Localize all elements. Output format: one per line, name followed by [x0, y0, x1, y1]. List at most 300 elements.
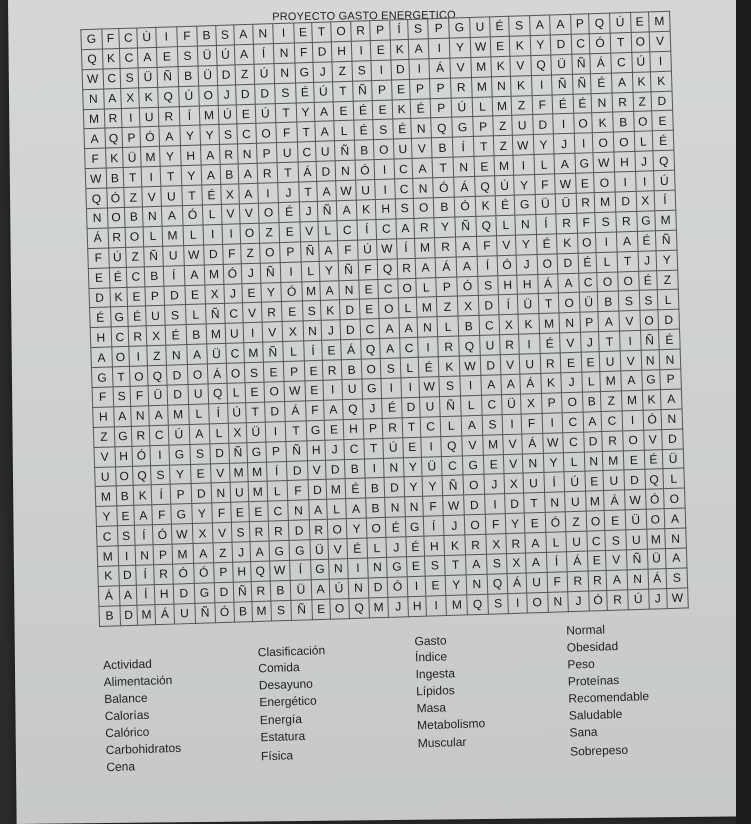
word-list-item: Saludable — [568, 706, 623, 723]
grid-cell: A — [412, 158, 433, 179]
grid-cell: I — [222, 224, 241, 244]
grid-cell: B — [366, 498, 385, 518]
grid-cell: J — [313, 62, 332, 82]
grid-cell: X — [499, 315, 518, 335]
grid-cell: O — [240, 223, 259, 243]
grid-cell: N — [544, 492, 565, 513]
worksheet-paper — [8, 0, 745, 824]
grid-cell: J — [568, 591, 589, 612]
grid-cell: U — [566, 531, 587, 552]
grid-cell: B — [344, 459, 365, 480]
grid-cell: H — [232, 562, 251, 582]
grid-cell: C — [587, 531, 606, 551]
grid-cell: U — [419, 397, 440, 418]
grid-cell: Ó — [132, 445, 151, 465]
grid-cell: S — [164, 305, 185, 326]
grid-cell: C — [150, 425, 169, 445]
grid-cell: B — [355, 140, 374, 160]
grid-cell: E — [242, 283, 261, 303]
grid-cell: O — [613, 132, 634, 153]
grid-cell: Q — [644, 469, 663, 489]
grid-cell: Á — [285, 401, 306, 422]
grid-cell: B — [365, 478, 384, 498]
grid-cell: E — [630, 12, 649, 32]
grid-cell: I — [553, 114, 574, 135]
grid-cell: I — [371, 60, 392, 81]
grid-cell: Á — [590, 53, 611, 74]
grid-cell: I — [622, 410, 643, 431]
grid-cell: C — [479, 315, 500, 336]
grid-cell: Q — [158, 86, 179, 107]
grid-cell: N — [559, 313, 580, 334]
grid-cell: Ñ — [626, 549, 647, 570]
grid-cell: P — [580, 312, 599, 332]
grid-cell: P — [122, 127, 141, 147]
grid-cell: E — [249, 501, 268, 521]
grid-cell: Í — [290, 560, 311, 581]
grid-cell: O — [631, 32, 650, 52]
grid-cell: N — [522, 453, 543, 474]
grid-cell: I — [650, 51, 672, 72]
grid-cell: O — [574, 113, 593, 133]
grid-cell: Ú — [628, 589, 649, 610]
grid-cell: Í — [397, 238, 415, 258]
word-list-item: Lípidos — [415, 683, 455, 699]
grid-cell: S — [618, 291, 639, 312]
grid-cell: É — [406, 536, 424, 556]
grid-cell: M — [248, 462, 267, 482]
grid-cell: Ñ — [233, 582, 252, 602]
grid-cell: A — [664, 508, 686, 529]
grid-cell: I — [374, 159, 395, 180]
grid-cell: P — [660, 369, 682, 390]
grid-cell: A — [456, 236, 477, 257]
grid-cell: C — [224, 303, 243, 323]
grid-cell: I — [614, 172, 635, 193]
grid-cell: D — [164, 285, 185, 306]
grid-cell: S — [595, 212, 616, 233]
grid-cell: É — [295, 82, 314, 102]
grid-cell: Y — [543, 452, 564, 473]
grid-cell: É — [354, 120, 373, 140]
grid-cell: Í — [535, 214, 556, 235]
grid-cell: J — [325, 439, 344, 459]
word-list-item: Proteínas — [567, 672, 620, 689]
grid-cell: N — [368, 557, 387, 577]
grid-cell: Ñ — [440, 396, 461, 417]
grid-cell: J — [444, 515, 465, 536]
grid-cell: E — [230, 502, 249, 522]
grid-cell: F — [485, 514, 506, 535]
grid-cell: O — [562, 392, 583, 413]
grid-cell: E — [407, 556, 425, 576]
grid-cell: K — [650, 71, 672, 92]
grid-cell: Ñ — [229, 442, 248, 462]
grid-cell: A — [159, 126, 180, 147]
grid-cell: R — [323, 360, 342, 380]
grid-cell: D — [166, 365, 187, 386]
grid-cell: G — [452, 117, 473, 138]
grid-cell: R — [104, 108, 122, 128]
grid-cell: X — [504, 474, 523, 494]
grid-cell: Y — [446, 575, 467, 596]
grid-cell: S — [639, 290, 658, 310]
grid-cell: L — [596, 252, 617, 273]
grid-cell: G — [295, 62, 314, 82]
grid-cell: W — [443, 495, 464, 516]
grid-cell: W — [284, 381, 305, 402]
grid-cell: R — [465, 534, 486, 555]
grid-cell: G — [575, 153, 594, 173]
grid-cell: Q — [589, 13, 610, 34]
grid-cell: L — [188, 404, 209, 425]
grid-cell: U — [599, 351, 620, 372]
grid-cell: É — [202, 185, 221, 205]
background-edge — [736, 0, 751, 824]
grid-cell: I — [347, 558, 368, 579]
grid-cell: Ü — [198, 45, 217, 65]
grid-cell: A — [320, 280, 339, 300]
grid-cell: G — [194, 583, 215, 604]
grid-cell: Ú — [451, 97, 472, 118]
grid-cell: N — [584, 451, 603, 471]
grid-cell: I — [409, 59, 430, 80]
grid-cell: X — [205, 284, 224, 304]
grid-cell: X — [192, 523, 213, 544]
grid-cell: V — [620, 350, 641, 371]
grid-cell: S — [120, 68, 139, 88]
grid-cell: Ü — [148, 385, 167, 405]
word-list-item: Recomendable — [568, 689, 650, 706]
grid-cell: E — [312, 599, 331, 620]
grid-cell: P — [170, 484, 191, 505]
grid-cell: Í — [253, 44, 274, 65]
grid-cell: Á — [298, 162, 317, 182]
grid-cell: L — [227, 383, 246, 403]
grid-cell: Ü — [290, 580, 311, 601]
grid-cell: V — [94, 447, 115, 468]
grid-cell: A — [345, 498, 366, 519]
grid-cell: Ü — [198, 65, 217, 85]
grid-cell: C — [225, 343, 244, 363]
grid-cell: M — [206, 324, 225, 344]
grid-cell: Q — [487, 574, 508, 595]
grid-cell: J — [638, 250, 657, 270]
grid-cell: Q — [133, 465, 152, 485]
grid-cell: S — [177, 46, 198, 67]
grid-cell: Y — [530, 35, 551, 56]
grid-cell: E — [294, 22, 313, 42]
grid-cell: L — [533, 154, 554, 175]
grid-cell: C — [376, 219, 397, 240]
grid-cell: A — [616, 231, 637, 252]
grid-cell: S — [478, 275, 499, 296]
grid-cell: Á — [87, 228, 108, 249]
grid-cell: D — [339, 300, 360, 321]
grid-cell: A — [621, 370, 642, 391]
grid-cell: P — [409, 78, 430, 99]
grid-cell: P — [265, 441, 286, 462]
grid-cell: V — [619, 311, 640, 332]
grid-cell: R — [567, 571, 588, 592]
grid-cell: Y — [346, 518, 367, 539]
grid-cell: Ü — [662, 449, 684, 470]
grid-cell: C — [378, 278, 399, 299]
grid-cell: J — [232, 542, 251, 562]
grid-cell: Ó — [140, 127, 159, 147]
grid-cell: Z — [147, 345, 166, 365]
grid-cell: A — [319, 241, 338, 261]
grid-cell: O — [646, 509, 665, 529]
grid-cell: Ó — [355, 160, 374, 180]
grid-cell: T — [123, 167, 142, 187]
grid-cell: O — [586, 511, 605, 531]
grid-cell: Ú — [227, 403, 246, 423]
word-list-item: Calorías — [104, 707, 150, 724]
grid-cell: V — [243, 303, 262, 323]
grid-cell: É — [418, 357, 439, 378]
grid-cell: Q — [361, 339, 380, 359]
grid-cell: T — [312, 22, 331, 42]
grid-cell: K — [102, 48, 120, 68]
grid-cell: F — [176, 26, 197, 47]
grid-cell: Ñ — [338, 260, 359, 281]
grid-cell: D — [89, 288, 110, 309]
grid-cell: B — [124, 207, 143, 227]
grid-cell: Ñ — [262, 342, 283, 363]
grid-cell: O — [623, 430, 644, 451]
grid-cell: N — [303, 321, 322, 341]
grid-cell: T — [285, 421, 306, 442]
grid-cell: Ó — [215, 602, 234, 623]
grid-cell: A — [583, 411, 602, 431]
grid-cell: D — [316, 161, 335, 181]
grid-cell: N — [627, 569, 648, 590]
grid-cell: Q — [459, 336, 480, 357]
grid-cell: Í — [152, 485, 171, 505]
grid-cell: K — [133, 485, 152, 505]
grid-cell: C — [237, 124, 256, 144]
grid-cell: Ü — [123, 147, 142, 167]
grid-cell: Ñ — [318, 201, 337, 221]
grid-cell: É — [109, 267, 127, 287]
word-list-item: Masa — [416, 700, 447, 716]
grid-cell: D — [210, 443, 229, 463]
grid-cell: Ó — [643, 410, 662, 430]
grid-cell: J — [386, 537, 407, 558]
grid-cell: É — [578, 252, 597, 272]
grid-cell: O — [577, 232, 596, 252]
grid-cell: É — [354, 100, 373, 120]
grid-cell: D — [584, 431, 603, 451]
grid-cell: A — [461, 415, 482, 436]
grid-cell: J — [388, 597, 409, 618]
grid-cell: A — [311, 579, 330, 599]
grid-cell: H — [408, 596, 426, 617]
grid-cell: S — [488, 593, 509, 614]
grid-cell: Z — [126, 247, 145, 267]
grid-cell: A — [660, 389, 682, 410]
grid-cell: B — [613, 112, 634, 133]
grid-cell: V — [328, 539, 347, 559]
grid-cell: F — [422, 496, 443, 517]
grid-cell: H — [115, 446, 133, 466]
grid-cell: E — [372, 100, 393, 121]
grid-cell: Ú — [108, 247, 126, 267]
grid-cell: R — [398, 258, 416, 278]
grid-cell: E — [322, 340, 341, 360]
word-list-item: Carbohidratos — [105, 740, 182, 758]
grid-cell: V — [307, 460, 326, 480]
grid-cell: A — [234, 24, 253, 44]
grid-cell: Ó — [223, 263, 242, 283]
grid-cell: I — [531, 75, 552, 96]
grid-cell: C — [601, 411, 622, 432]
grid-cell: D — [120, 605, 138, 626]
grid-cell: Q — [530, 55, 551, 76]
grid-cell: R — [602, 431, 623, 452]
grid-cell: L — [318, 221, 337, 241]
grid-cell: U — [469, 17, 490, 38]
grid-cell: Ü — [551, 54, 572, 75]
grid-cell: R — [251, 581, 270, 601]
word-list-item: Física — [260, 748, 294, 764]
grid-cell: X — [147, 326, 166, 346]
grid-cell: I — [257, 183, 278, 204]
grid-cell: A — [314, 101, 333, 121]
grid-cell: Á — [155, 604, 174, 625]
grid-cell: N — [274, 63, 295, 84]
grid-cell: L — [461, 395, 482, 416]
grid-cell: Y — [434, 217, 455, 238]
grid-cell: K — [439, 356, 460, 377]
grid-cell: F — [305, 400, 324, 420]
grid-cell: D — [264, 401, 285, 422]
grid-cell: A — [456, 256, 477, 277]
grid-cell: G — [289, 540, 310, 561]
grid-cell: F — [532, 95, 553, 116]
grid-cell: V — [462, 435, 483, 456]
grid-cell: R — [616, 211, 637, 232]
grid-cell: N — [641, 350, 660, 370]
grid-cell: S — [113, 386, 131, 406]
grid-cell: Ú — [631, 52, 650, 72]
grid-cell: O — [199, 85, 218, 105]
grid-cell: Ó — [454, 196, 475, 217]
grid-cell: B — [178, 66, 199, 87]
grid-cell: Ü — [138, 67, 157, 87]
grid-cell: R — [309, 519, 328, 539]
grid-cell: P — [280, 242, 301, 263]
grid-cell: A — [201, 145, 220, 165]
grid-cell: S — [215, 25, 234, 45]
grid-cell: D — [658, 309, 680, 330]
grid-cell: A — [103, 88, 121, 108]
grid-cell: S — [270, 600, 291, 621]
grid-cell: Í — [266, 461, 287, 482]
grid-cell: V — [213, 523, 232, 543]
grid-cell: A — [184, 265, 205, 286]
grid-cell: N — [417, 317, 438, 338]
grid-cell: G — [171, 504, 192, 525]
grid-cell: D — [326, 459, 345, 479]
grid-cell: Ñ — [442, 475, 463, 496]
grid-cell: X — [228, 423, 247, 443]
grid-cell: Í — [136, 585, 155, 605]
grid-cell: Ó — [545, 512, 566, 533]
grid-cell: A — [481, 375, 502, 396]
grid-cell: A — [201, 165, 220, 185]
grid-cell: V — [501, 354, 520, 374]
grid-cell: L — [634, 131, 653, 151]
grid-cell: I — [352, 41, 371, 61]
grid-cell: S — [189, 444, 210, 465]
grid-cell: J — [634, 151, 653, 171]
grid-cell: Ü — [310, 539, 329, 559]
grid-cell: Á — [648, 569, 667, 589]
grid-cell: M — [137, 604, 156, 625]
grid-cell: D — [480, 355, 501, 376]
grid-cell: S — [352, 60, 371, 80]
grid-cell: É — [652, 131, 674, 152]
grid-cell: V — [221, 204, 240, 224]
grid-cell: A — [84, 128, 105, 149]
grid-cell: J — [648, 588, 667, 609]
grid-cell: F — [294, 42, 313, 62]
grid-cell: Ñ — [455, 216, 476, 237]
grid-cell: T — [403, 417, 421, 437]
grid-cell: R — [261, 302, 282, 323]
grid-cell: R — [257, 163, 278, 184]
grid-cell: R — [268, 521, 289, 542]
grid-cell: C — [267, 501, 288, 522]
grid-cell: Í — [654, 190, 676, 211]
grid-cell: A — [315, 121, 334, 141]
grid-cell: V — [560, 332, 581, 353]
grid-cell: R — [158, 106, 179, 127]
grid-cell: D — [550, 34, 571, 55]
grid-cell: N — [348, 578, 369, 599]
grid-cell: R — [219, 144, 238, 164]
grid-cell: H — [180, 145, 201, 166]
grid-cell: R — [128, 326, 147, 346]
grid-cell: D — [118, 565, 136, 585]
grid-cell: N — [288, 500, 309, 521]
grid-cell: D — [236, 84, 255, 104]
grid-cell: R — [451, 77, 472, 98]
grid-cell: K — [357, 200, 376, 220]
grid-cell: Á — [604, 490, 625, 511]
grid-cell: I — [574, 133, 593, 153]
grid-cell: L — [367, 538, 386, 558]
grid-cell: Y — [319, 260, 338, 280]
grid-cell: I — [273, 23, 294, 44]
grid-cell: K — [105, 148, 123, 168]
word-list-item: Peso — [567, 656, 595, 672]
grid-cell: G — [247, 442, 266, 462]
grid-cell: Í — [304, 341, 323, 361]
grid-cell: M — [483, 434, 504, 455]
grid-cell: É — [490, 16, 509, 36]
grid-cell: L — [143, 226, 162, 246]
grid-cell: J — [580, 332, 599, 352]
grid-cell: Y — [181, 165, 202, 186]
grid-cell: O — [463, 475, 484, 496]
grid-cell: J — [321, 320, 340, 340]
grid-cell: Y — [169, 464, 190, 485]
grid-cell: A — [239, 183, 258, 203]
grid-cell: Z — [437, 296, 458, 317]
